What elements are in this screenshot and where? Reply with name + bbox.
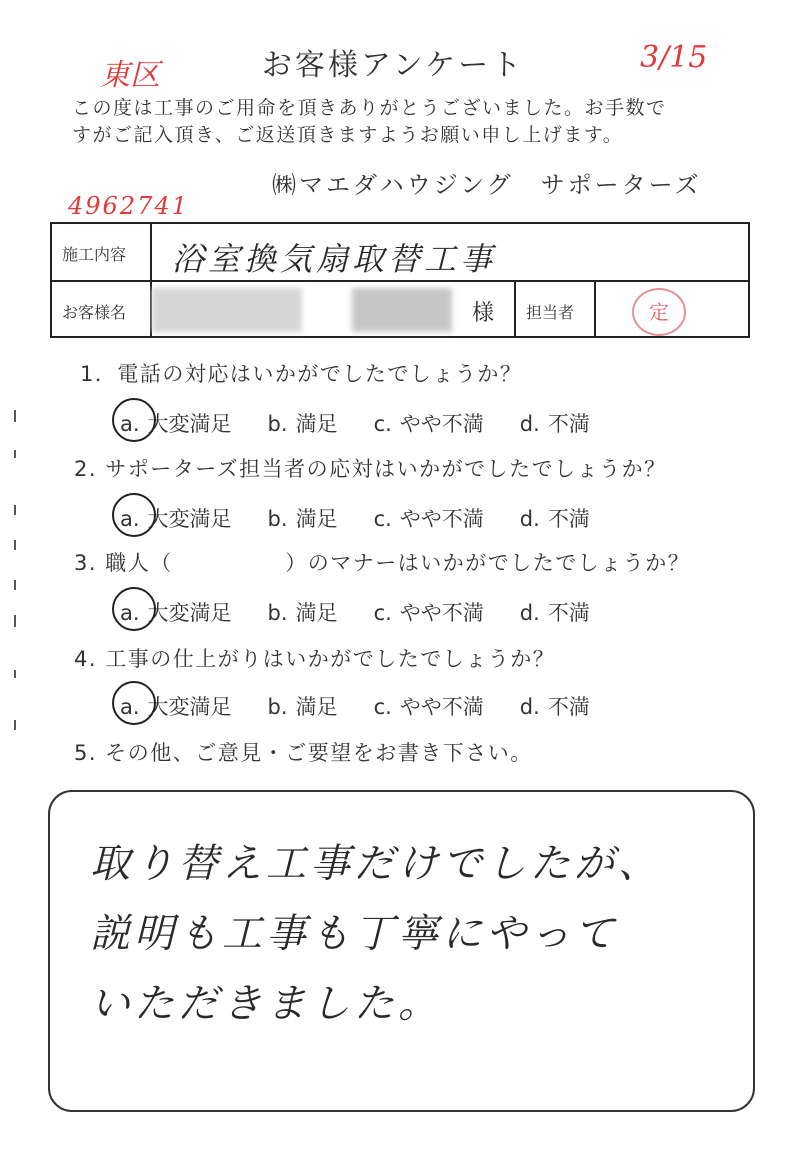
option-b[interactable]: b. 満足 <box>267 507 338 531</box>
margin-mark <box>14 410 16 422</box>
margin-mark <box>14 720 16 730</box>
comment-line: 取り替え工事だけでしたが、 <box>90 841 662 887</box>
redacted-name <box>152 288 302 332</box>
margin-mark <box>14 450 16 458</box>
question-4: 4. 工事の仕上がりはいかがでしたでしょうか？ <box>74 647 556 671</box>
margin-mark <box>14 670 16 678</box>
option-c[interactable]: c. やや不満 <box>373 601 484 625</box>
option-c[interactable]: c. やや不満 <box>373 412 484 436</box>
customer-number: 4962741 <box>68 192 189 220</box>
staff-stamp: 定 <box>632 288 686 336</box>
table-divider <box>52 280 748 282</box>
handwritten-region: 東区 <box>100 58 160 93</box>
comment-line: いただきました。 <box>90 981 442 1027</box>
answer-options-4 <box>120 691 626 721</box>
selected-circle <box>112 587 156 631</box>
intro-text <box>72 95 667 149</box>
margin-mark <box>14 505 16 515</box>
answer-options-1 <box>120 408 626 438</box>
option-c[interactable]: c. やや不満 <box>373 695 484 719</box>
question-3: 3. 職人（ ）のマナーはいかがでしたでしょうか？ <box>74 551 691 575</box>
work-value: 浴室換気扇取替工事 <box>172 240 497 278</box>
question-2: 2. サポーターズ担当者の応対はいかがでしたでしょうか？ <box>74 457 667 481</box>
customer-label: お客様名 <box>62 303 127 322</box>
option-d[interactable]: d. 不満 <box>519 601 590 625</box>
margin-mark <box>14 540 16 550</box>
selected-circle <box>112 681 156 725</box>
comment-line: 説明も工事も丁寧にやって <box>90 911 618 957</box>
option-d[interactable]: d. 不満 <box>519 412 590 436</box>
intro-line: この度は工事のご用命を頂きありがとうございました。お手数で <box>72 97 667 119</box>
option-b[interactable]: b. 満足 <box>267 412 338 436</box>
company-name: ㈱マエダハウジング サポーターズ <box>272 171 702 199</box>
margin-mark <box>14 580 16 590</box>
table-divider <box>514 280 516 336</box>
option-a[interactable]: a. 大変満足 <box>120 503 232 533</box>
work-label: 施工内容 <box>62 245 127 264</box>
staff-label: 担当者 <box>526 303 575 322</box>
info-table <box>50 222 750 338</box>
handwritten-date: 3/15 <box>640 40 708 75</box>
honorific: 様 <box>472 301 495 326</box>
table-divider <box>594 280 596 336</box>
option-d[interactable]: d. 不満 <box>519 507 590 531</box>
margin-mark <box>14 615 16 627</box>
answer-options-2 <box>120 503 626 533</box>
option-a[interactable]: a. 大変満足 <box>120 408 232 438</box>
comment-box[interactable] <box>48 790 755 1112</box>
option-b[interactable]: b. 満足 <box>267 695 338 719</box>
redacted-name <box>352 288 452 332</box>
selected-circle <box>112 493 156 537</box>
option-a[interactable]: a. 大変満足 <box>120 597 232 627</box>
option-c[interactable]: c. やや不満 <box>373 507 484 531</box>
selected-circle <box>112 398 156 442</box>
option-b[interactable]: b. 満足 <box>267 601 338 625</box>
question-1: 1．電話の対応はいかがでしたでしょうか？ <box>80 362 523 386</box>
option-a[interactable]: a. 大変満足 <box>120 691 232 721</box>
answer-options-3 <box>120 597 626 627</box>
question-5: 5. その他、ご意見・ご要望をお書き下さい。 <box>74 741 533 765</box>
page-title: お客様アンケート <box>261 48 525 83</box>
option-d[interactable]: d. 不満 <box>519 695 590 719</box>
intro-line: すがご記入頂き、ご返送頂きますようお願い申し上げます。 <box>72 124 624 146</box>
